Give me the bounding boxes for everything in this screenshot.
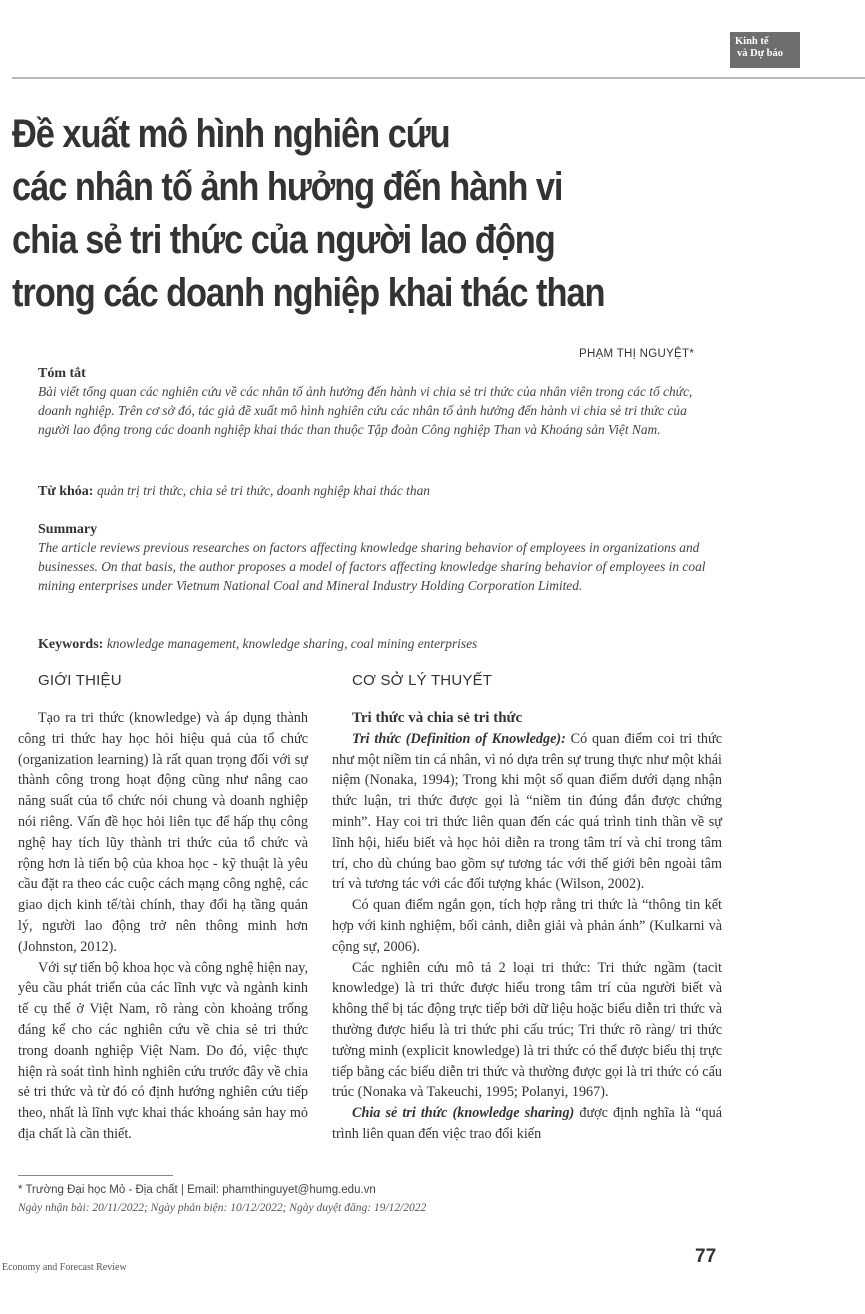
keywords-label: Keywords: [38,637,104,652]
journal-name: Economy and Forecast Review [2,1262,127,1273]
paragraph: Với sự tiến bộ khoa học và công nghệ hiện nay, yêu cầu phát triển của các lĩnh vực và ngành kinh tế cụ thể ở Việt Nam, rõ ràng còn khoảng trống đáng kể cho các nghiên cứu về chia sẻ tri thức trong doanh nghiệp Việt Nam. Do đó, việc thực hiện rà soát tình hình nghiên cứu trước đây về chia sẻ tri thức và từ đó có định hướng nghiên cứu tiếp theo, nhất là lĩnh vực khai thác khoáng sản hay mỏ địa chất là cần thiết. [18,959,308,1142]
paragraph: Tạo ra tri thức (knowledge) và áp dụng thành công tri thức hay học hỏi hiệu quả của tổ chức (organization learning) là rất quan trọng đối với sự thành công trong hoạt động cũng như nâng cao năng suất của tổ chức nói chung và doanh nghiệp nói riêng. Vấn đề học hỏi liên tục để hấp thụ công nghệ hay tích lũy thành tri thức của tổ chức và rộng hơn là tiến bộ của khoa học - kỹ thuật là yêu cầu đặt ra theo các cuộc cách mạng công nghệ, các giao dịch kinh tế/tài chính, thay đổi hạ tầng quản lý, người lao động trở nên thông minh hơn (Johnston, 2012). [18,710,308,955]
logo-line-1: Kinh tế [735,36,769,47]
footnote-divider [18,1175,173,1176]
paragraph [332,1103,722,1145]
subsection-heading: Tri thức và chia sẻ tri thức [352,710,523,726]
title-line: các nhân tố ảnh hưởng đến hành vi [12,165,563,209]
keywords-text: knowledge management, knowledge sharing, coal mining enterprises [106,636,478,651]
abstract-english [38,522,718,595]
author-name: PHẠM THỊ NGUYỆT* [579,348,695,360]
keywords-vietnamese [38,483,430,500]
paragraph: Các nghiên cứu mô tả 2 loại tri thức: Tri thức ngầm (tacit knowledge) là tri thức được hiểu trong tâm trí của người biết và không thể bị tác động trực tiếp bởi dữ liệu hoặc biểu diễn tri thức và thường được hiểu là tri thức phi cấu trúc; Tri thức rõ ràng/ tri thức tường minh (explicit knowledge) là tri thức có thể được biểu thị trực tiếp bằng các biểu diễn tri thức và thường được gọi là tri thức có cấu trúc (Nonaka và Takeuchi, 1995; Polanyi, 1967). [332,959,722,1101]
header-divider [12,77,865,79]
journal-logo [730,32,800,68]
right-column [332,708,722,1145]
section-heading-theory: CƠ SỞ LÝ THUYẾT [352,672,493,689]
title-line: trong các doanh nghiệp khai thác than [12,271,605,315]
abstract-vietnamese [38,366,718,439]
logo-line-2: và Dự báo [737,48,783,59]
paragraph-text: Có quan điểm coi tri thức như một niềm tin cá nhân, vì nó dựa trên sự trung thực như một khái niệm (Nonaka, 1994); Trong khi một số quan điểm dưới dạng nhận thức luận, tri thức được gọi là “niềm tin đúng đắn được chứng minh”. Hay coi tri thức liên quan đến các quá trình tinh thần về sự lĩnh hội, hiểu biết và học hỏi diễn ra trong tâm trí và chỉ trong tâm trí, cho dù chúng bao gồm sự tương tác với thế giới bên ngoài tâm trí và tương tác với các đối tượng khác (Wilson, 2002). [332,730,722,893]
author-affiliation: * Trường Đại học Mỏ - Địa chất | Email: phamthinguyet@humg.edu.vn [18,1184,376,1196]
term-knowledge: Tri thức (Definition of Knowledge): [352,730,566,747]
submission-dates: Ngày nhận bài: 20/11/2022; Ngày phản biện: 10/12/2022; Ngày duyệt đăng: 19/12/2022 [18,1202,427,1214]
abstract-heading: Tóm tắt [38,366,86,381]
paragraph-text: được định nghĩa là “quá trình liên quan đến việc trao đổi kiến [332,1105,722,1142]
page-number: 77 [695,1246,717,1267]
article-title [12,108,666,320]
paragraph [332,729,722,895]
title-line: chia sẻ tri thức của người lao động [12,218,555,262]
section-heading-introduction: GIỚI THIỆU [38,672,122,689]
abstract-text: Bài viết tổng quan các nghiên cứu về các nhân tố ảnh hưởng đến hành vi chia sẻ tri thức của nhân viên trong các tổ chức, doanh nghiệp. Trên cơ sở đó, tác giả đề xuất mô hình nghiên cứu các nhân tố ảnh hưởng đến hành vi chia sẻ tri thức của người lao động trong các doanh nghiệp khai thác than thuộc Tập đoàn Công nghiệp Than và Khoáng sản Việt Nam. [38,384,693,437]
left-column [18,708,308,1145]
summary-text: The article reviews previous researches on factors affecting knowledge sharing behavior of employees in organizations and businesses. On that basis, the author proposes a model of factors affecting knowledge sharing behavior of employees in coal mining enterprises under Vietnum National Coal and Mineral Industry Holding Corporation Limited. [38,540,706,593]
summary-heading: Summary [38,522,98,537]
keywords-english [38,636,477,653]
paragraph: Có quan điểm ngắn gọn, tích hợp rằng tri thức là “thông tin kết hợp với kinh nghiệm, bối cảnh, diễn giải và phản ánh” (Kulkarni và cộng sự, 2006). [332,897,722,955]
term-knowledge-sharing: Chia sẻ tri thức (knowledge sharing) [352,1105,575,1122]
title-line: Đề xuất mô hình nghiên cứu [12,112,450,156]
keywords-text: quản trị tri thức, chia sẻ tri thức, doanh nghiệp khai thác than [96,483,430,498]
keywords-label: Từ khóa: [38,484,94,499]
